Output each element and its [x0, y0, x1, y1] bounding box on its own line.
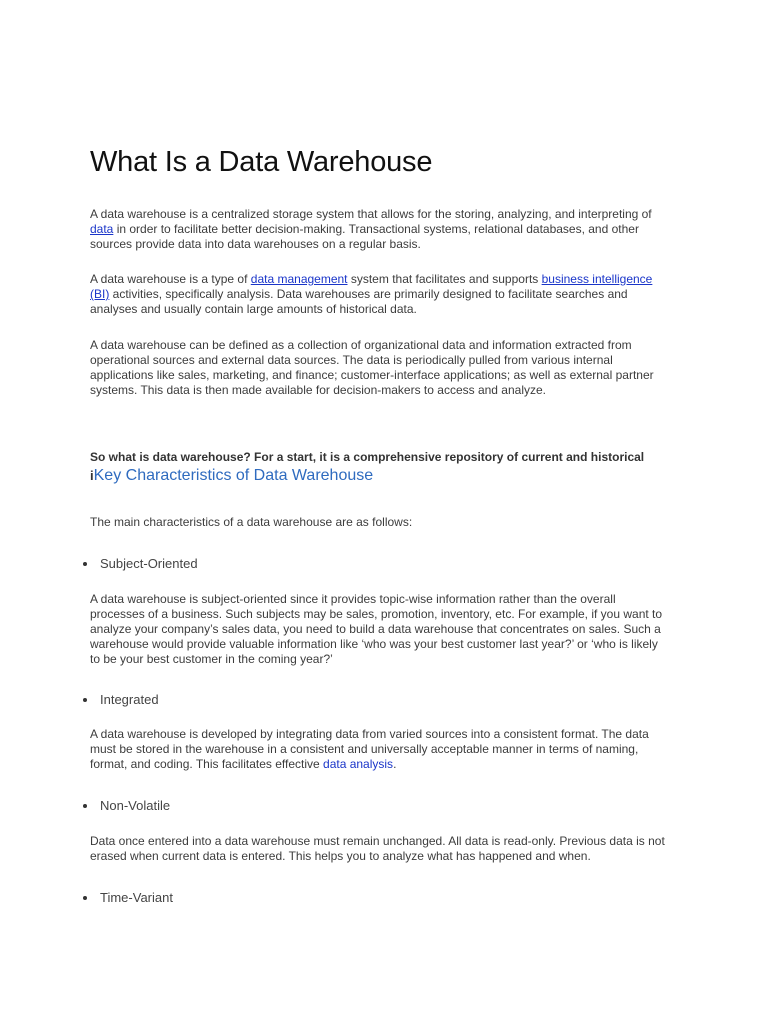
section-subheading [90, 467, 373, 485]
business-intelligence-link[interactable]: business intelligence (BI) [90, 272, 653, 301]
subheading-text: Key Characteristics of Data Warehouse [93, 467, 374, 484]
data-analysis-link[interactable]: data analysis [323, 757, 394, 771]
bullet-label: Time-Variant [100, 890, 173, 905]
page-title: What Is a Data Warehouse [90, 146, 433, 178]
bullet-dot-icon [83, 804, 87, 808]
bullet-dot-icon [83, 698, 87, 702]
characteristics-intro: The main characteristics of a data warehouse are as follows: [90, 515, 413, 529]
bullet-integrated [83, 692, 159, 707]
intro-paragraph-1-text: A data warehouse is a centralized storage system that allows for the storing, analyzing, and interpreting of [90, 207, 652, 221]
bullet-subject-oriented [83, 556, 198, 571]
bold-summary-line: So what is data warehouse? For a start, it is a comprehensive repository of current and historical [90, 450, 645, 464]
intro-paragraph-3: A data warehouse can be defined as a collection of organizational data and information extracted from operational sources and external data sources. The data is periodically pulled from various internal applications like sales, marketing, and finance; customer-interface applications; as well as external partner systems. This data is then made available for decision-makers to access and analyze. [90, 338, 654, 397]
bullet-dot-icon [83, 562, 87, 566]
data-link[interactable]: data [90, 222, 114, 236]
intro-paragraph-1-text-end: in order to facilitate better decision-making. Transactional systems, relational databases, and other sources provide data into data warehouses on a regular basis. [90, 222, 639, 251]
intro-paragraph-1 [90, 207, 670, 252]
subject-oriented-paragraph: A data warehouse is subject-oriented since it provides topic-wise information rather than the overall processes of a business. Such subjects may be sales, promotion, inventory, etc. For example, if you want to analyze your company’s sales data, you need to build a data warehouse that concentrates on sales. Such a warehouse would provide valuable information like ‘who was your best customer last year?’ or ‘who is likely to be your best customer in the coming year?’ [90, 592, 663, 666]
integrated-paragraph-text: A data warehouse is developed by integrating data from varied sources into a consistent format. The data must be stored in the warehouse in a consistent and universally acceptable manner in terms of naming, format, and coding. This facilitates effective [90, 727, 649, 771]
data-management-link[interactable]: data management [250, 272, 348, 286]
subheading-lead-char: i [90, 468, 94, 483]
integrated-paragraph [90, 727, 670, 772]
bullet-label: Non-Volatile [100, 798, 171, 813]
bullet-label: Subject-Oriented [100, 556, 198, 571]
integrated-paragraph-text-end: . [393, 757, 397, 771]
intro-paragraph-2 [90, 272, 670, 317]
bullet-dot-icon [83, 896, 87, 900]
non-volatile-paragraph: Data once entered into a data warehouse must remain unchanged. All data is read-only. Previous data is not erased when current data is entered. This helps you to analyze what has happened and when. [90, 834, 665, 863]
bullet-label: Integrated [100, 692, 159, 707]
intro-paragraph-2-text-mid: system that facilitates and supports [347, 272, 542, 286]
intro-paragraph-2-text: A data warehouse is a type of [90, 272, 251, 286]
intro-paragraph-2-text-end: activities, specifically analysis. Data warehouses are primarily designed to facilitate searches and analyses and usually contain large amounts of historical data. [90, 287, 628, 316]
bullet-non-volatile [83, 798, 170, 813]
bullet-time-variant [83, 890, 173, 905]
